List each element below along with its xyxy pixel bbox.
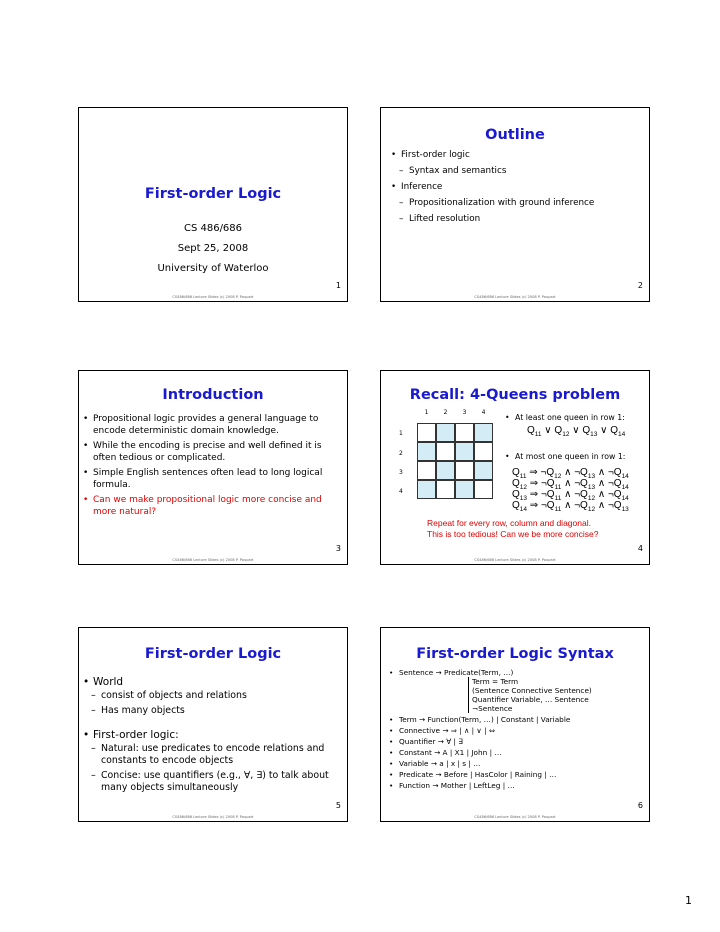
slide-number: 2: [637, 281, 643, 290]
slide-number: 6: [637, 801, 643, 810]
slide-2: [380, 107, 650, 302]
board-cell: [455, 442, 474, 461]
list-item: – Has many objects: [83, 705, 333, 717]
slide-note: This is too tedious! Can we be more concise?: [427, 529, 599, 539]
formula-at-most-one-4: $Q_{14}$ ⇒ $\neg Q_{11}$ ∧ $\neg Q_{12}$ ∧ $\neg Q_{13}$: [512, 500, 629, 513]
outline-list: [391, 147, 594, 227]
board-cell: [436, 442, 455, 461]
slide-footer: CS486/686 Lecture Slides (c) 2008 P. Poupart: [474, 295, 556, 299]
board-cell: [436, 461, 455, 480]
list-item: – Concise: use quantifiers (e.g., ∀, ∃) to talk about many objects simultaneously: [83, 770, 333, 794]
slide-title: Recall: 4-Queens problem: [409, 387, 621, 403]
board-cell: [455, 423, 474, 442]
list-item: • First-order logic:: [83, 729, 333, 741]
board-cell: [455, 480, 474, 499]
list-item: – consist of objects and relations: [83, 690, 333, 702]
col-label: 4: [481, 409, 486, 416]
list-item: – Propositionalization with ground inference: [391, 195, 594, 211]
grammar-alt: Quantifier Variable, … Sentence: [389, 695, 592, 704]
grammar-rules: [389, 668, 592, 790]
board-cell: [474, 461, 493, 480]
formula-at-most-one-2: $Q_{12}$ ⇒ $\neg Q_{11}$ ∧ $\neg Q_{13}$ ∧ $\neg Q_{14}$: [512, 478, 629, 491]
list-item: • While the encoding is precise and well defined it is often tedious or complicated.: [83, 440, 323, 464]
slide-number: 5: [335, 801, 341, 810]
col-label: 2: [443, 409, 448, 416]
slide-3: [78, 370, 348, 565]
col-label: 1: [424, 409, 429, 416]
constraint-bullet-2: • At most one queen in row 1:: [505, 451, 625, 463]
row-label: 2: [399, 450, 403, 457]
slide-subtitle: [79, 219, 347, 279]
grammar-rule: • Sentence → Predicate(Term, …): [389, 668, 592, 677]
slide-5: [78, 627, 348, 822]
list-item: – Natural: use predicates to encode relations and constants to encode objects: [83, 743, 333, 767]
grammar-rule: • Constant → A | X1 | John | …: [389, 748, 592, 757]
list-item: • World: [83, 676, 333, 688]
slide-title: Introduction: [162, 387, 264, 403]
slide-number: 3: [335, 544, 341, 553]
col-label: 3: [462, 409, 467, 416]
list-item: • Simple English sentences often lead to long logical formula.: [83, 467, 323, 491]
grammar-rule: • Term → Function(Term, …) | Constant | Variable: [389, 715, 592, 724]
row-label: 3: [399, 469, 403, 476]
board-cell: [417, 461, 436, 480]
board-cell: [474, 423, 493, 442]
formula-at-most-one-1: $Q_{11}$ ⇒ $\neg Q_{12}$ ∧ $\neg Q_{13}$ ∧ $\neg Q_{14}$: [512, 467, 629, 480]
board-cell: [417, 442, 436, 461]
slide-title: Outline: [485, 127, 545, 143]
page-number: 1: [685, 894, 692, 907]
fol-list: [83, 676, 333, 794]
intro-list: [83, 413, 323, 518]
list-item-highlight: • Can we make propositional logic more concise and more natural?: [83, 494, 323, 518]
grammar-alt: Term = Term: [389, 677, 592, 686]
list-item: • Propositional logic provides a general language to encode deterministic domain knowledge.: [83, 413, 323, 437]
row-label: 4: [399, 488, 403, 495]
slide-title: First-order Logic: [144, 186, 282, 202]
grammar-rule: • Connective → ⇒ | ∧ | ∨ | ⇔: [389, 726, 592, 735]
board-cell: [436, 480, 455, 499]
slide-footer: CS486/686 Lecture Slides (c) 2008 P. Poupart: [474, 815, 556, 819]
slide-number: 4: [637, 544, 643, 553]
grammar-rule: • Quantifier → ∀ | ∃: [389, 737, 592, 746]
board-cell: [455, 461, 474, 480]
formula-at-most-one-3: $Q_{13}$ ⇒ $\neg Q_{11}$ ∧ $\neg Q_{12}$ ∧ $\neg Q_{14}$: [512, 489, 629, 502]
slide-note: Repeat for every row, column and diagonal.: [427, 518, 591, 528]
row-label: 1: [399, 430, 403, 437]
slide-footer: CS486/686 Lecture Slides (c) 2008 P. Poupart: [172, 295, 254, 299]
list-item: • First-order logic: [391, 147, 594, 163]
date-line: Sept 25, 2008: [177, 243, 249, 254]
institution-line: University of Waterloo: [157, 263, 269, 274]
board-cell: [417, 423, 436, 442]
grammar-rule: • Function → Mother | LeftLeg | …: [389, 781, 592, 790]
grammar-rule: • Predicate → Before | HasColor | Raining | …: [389, 770, 592, 779]
course-line: CS 486/686: [183, 223, 243, 234]
list-item: – Syntax and semantics: [391, 163, 594, 179]
board-cell: [417, 480, 436, 499]
constraint-bullet-1: • At least one queen in row 1:: [505, 412, 625, 424]
slide-footer: CS486/686 Lecture Slides (c) 2008 P. Poupart: [172, 558, 254, 562]
grammar-alt: ¬Sentence: [389, 704, 592, 713]
list-item: – Lifted resolution: [391, 211, 594, 227]
board-cell: [474, 442, 493, 461]
formula-at-least-one: $Q_{11}$ ∨ $Q_{12}$ ∨ $Q_{13}$ ∨ $Q_{14}$: [527, 425, 626, 438]
slide-title: First-order Logic: [144, 646, 282, 662]
list-item: • Inference: [391, 179, 594, 195]
board-cell: [474, 480, 493, 499]
board-cell: [436, 423, 455, 442]
slide-footer: CS486/686 Lecture Slides (c) 2008 P. Poupart: [172, 815, 254, 819]
slide-number: 1: [335, 281, 341, 290]
slide-1: [78, 107, 348, 302]
slide-title: First-order Logic Syntax: [416, 646, 614, 662]
slide-4: [380, 370, 650, 565]
slide-6: [380, 627, 650, 822]
slide-footer: CS486/686 Lecture Slides (c) 2008 P. Poupart: [474, 558, 556, 562]
grammar-alt: (Sentence Connective Sentence): [389, 686, 592, 695]
grammar-rule: • Variable → a | x | s | …: [389, 759, 592, 768]
